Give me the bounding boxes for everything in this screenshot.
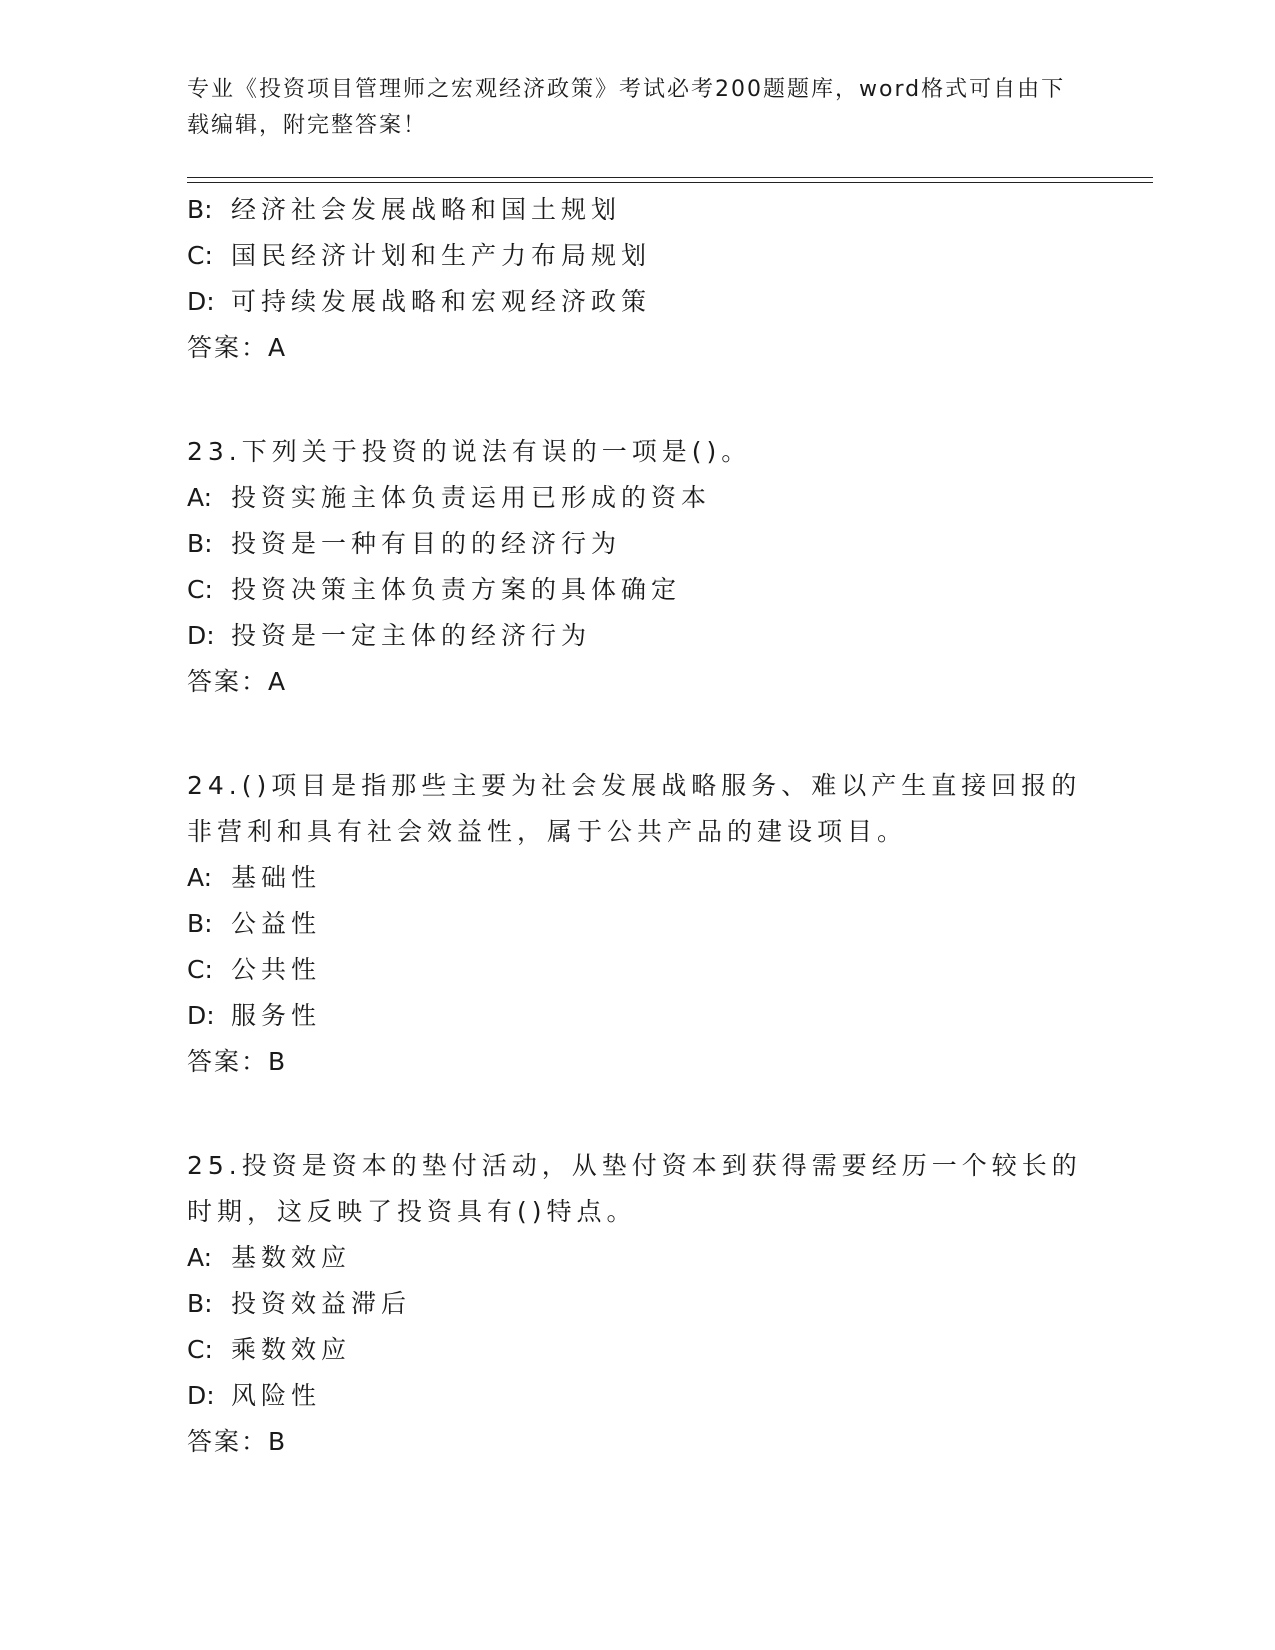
option-letter: C:	[187, 955, 213, 984]
option-text: 国民经济计划和生产力布局规划	[231, 241, 652, 270]
option-letter: D:	[187, 1001, 215, 1030]
option	[187, 233, 1087, 279]
option-text: 投资是一种有目的的经济行为	[231, 529, 622, 558]
option-text: 经济社会发展战略和国土规划	[231, 195, 622, 224]
answer-line: 答案：B	[187, 1047, 288, 1076]
option-text: 投资是一定主体的经济行为	[231, 621, 592, 650]
option-text: 投资决策主体负责方案的具体确定	[231, 575, 682, 604]
option-letter: C:	[187, 1335, 213, 1364]
option	[187, 1235, 1087, 1281]
option-letter: C:	[187, 241, 213, 270]
partial-question	[187, 187, 1087, 371]
option-text: 风险性	[231, 1381, 322, 1410]
option-letter: A:	[187, 1243, 213, 1272]
answer-line: 答案：B	[187, 1427, 288, 1456]
option	[187, 567, 1087, 613]
question-list	[187, 187, 1087, 1465]
option	[187, 993, 1087, 1039]
option	[187, 947, 1087, 993]
option-letter: D:	[187, 1381, 215, 1410]
option	[187, 855, 1087, 901]
question-stem: 24.()项目是指那些主要为社会发展战略服务、难以产生直接回报的非营利和具有社会效益性，属于公共产品的建设项目。	[187, 771, 1082, 846]
option-letter: A:	[187, 863, 213, 892]
option-text: 公共性	[231, 955, 322, 984]
option	[187, 187, 1087, 233]
option-letter: B:	[187, 195, 213, 224]
header-rule-bottom	[187, 182, 1153, 183]
answer-line: 答案：A	[187, 667, 288, 696]
option-text: 基础性	[231, 863, 322, 892]
option-letter: B:	[187, 1289, 213, 1318]
option	[187, 1373, 1087, 1419]
option	[187, 521, 1087, 567]
question-stem: 23.下列关于投资的说法有误的一项是()。	[187, 437, 752, 466]
option-letter: D:	[187, 287, 215, 316]
option-text: 可持续发展战略和宏观经济政策	[231, 287, 652, 316]
header-rule-top	[187, 177, 1153, 178]
question-24	[187, 763, 1087, 1085]
question-23	[187, 429, 1087, 705]
option-letter: B:	[187, 909, 213, 938]
option-text: 服务性	[231, 1001, 322, 1030]
option-text: 投资实施主体负责运用已形成的资本	[231, 483, 712, 512]
option-text: 乘数效应	[231, 1335, 352, 1364]
option	[187, 279, 1087, 325]
option	[187, 475, 1087, 521]
option	[187, 901, 1087, 947]
question-25	[187, 1143, 1087, 1465]
option-letter: A:	[187, 483, 213, 512]
option	[187, 1327, 1087, 1373]
option	[187, 1281, 1087, 1327]
option-letter: B:	[187, 529, 213, 558]
option-letter: D:	[187, 621, 215, 650]
option-text: 公益性	[231, 909, 322, 938]
question-stem: 25.投资是资本的垫付活动，从垫付资本到获得需要经历一个较长的时期，这反映了投资具有()特点。	[187, 1151, 1082, 1226]
option	[187, 613, 1087, 659]
option-text: 投资效益滞后	[231, 1289, 412, 1318]
option-letter: C:	[187, 575, 213, 604]
option-text: 基数效应	[231, 1243, 352, 1272]
document-header: 专业《投资项目管理师之宏观经济政策》考试必考200题题库，word格式可自由下载编辑，附完整答案！	[187, 77, 1066, 138]
answer-line: 答案：A	[187, 333, 288, 362]
